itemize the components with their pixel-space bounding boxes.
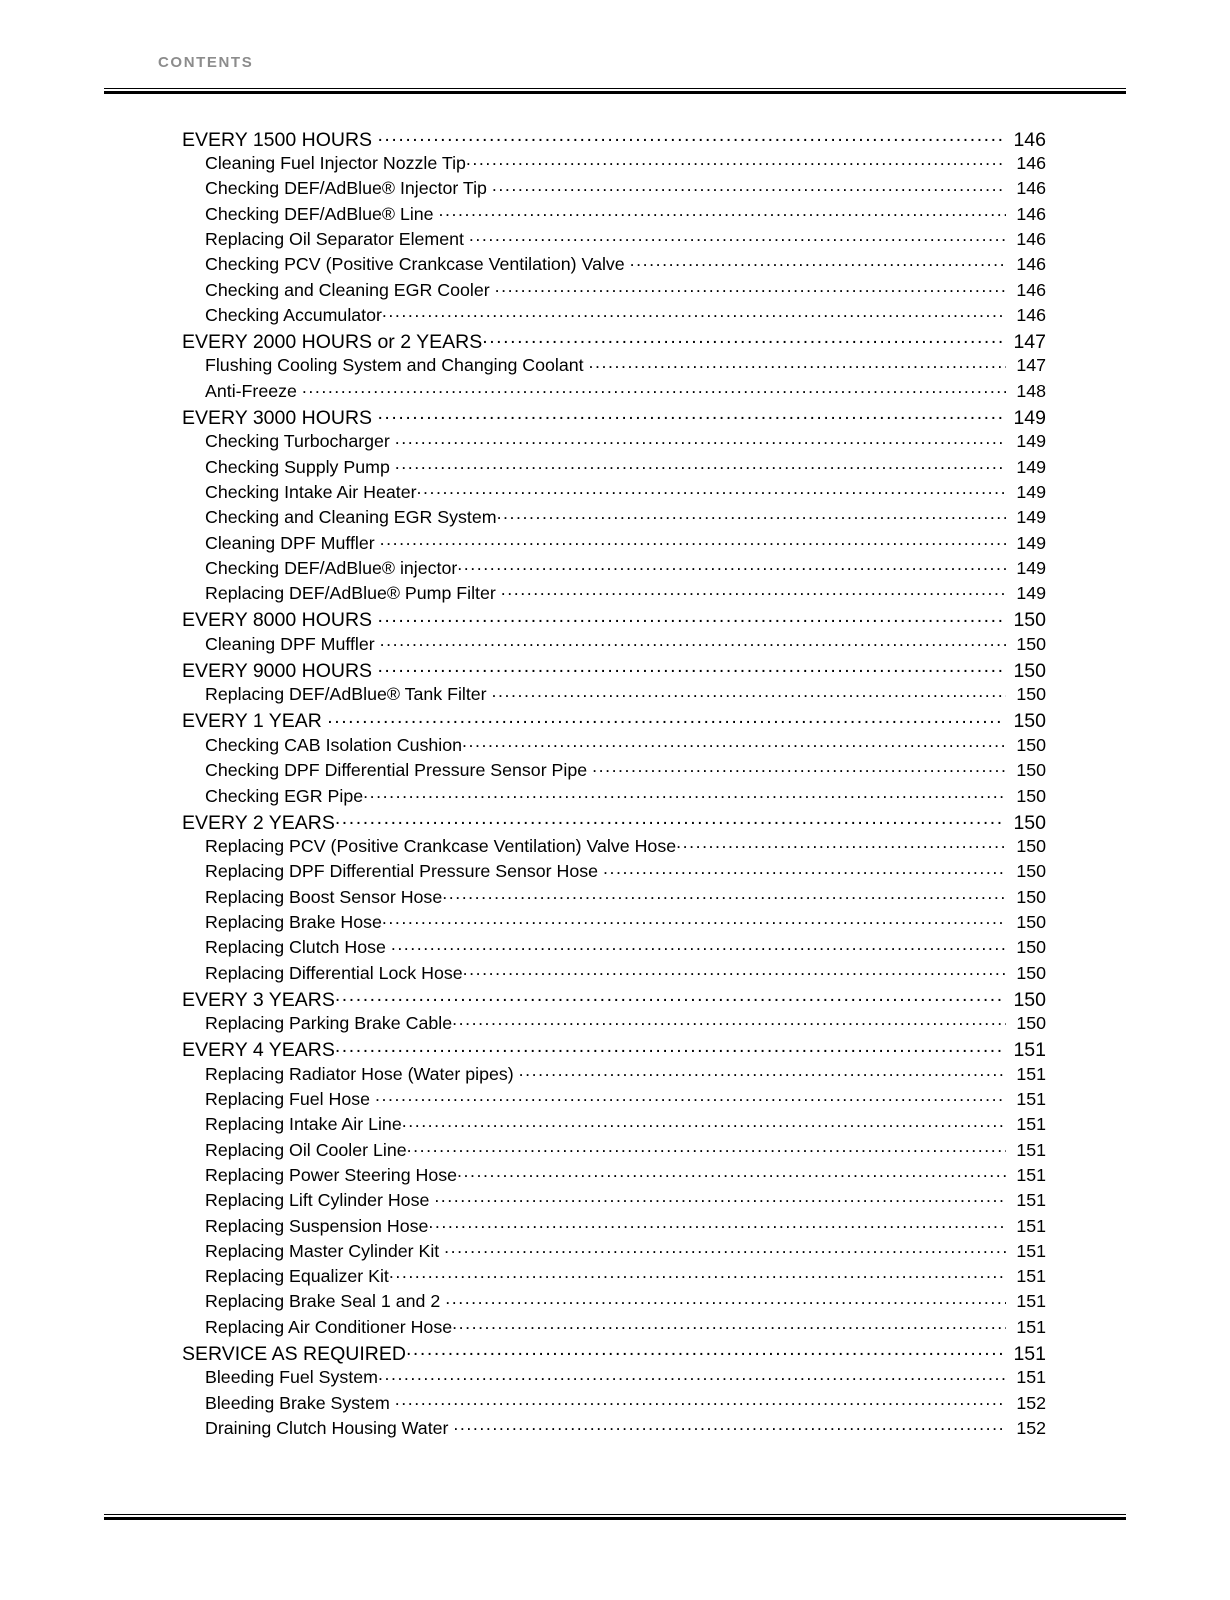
toc-entry-page-number: 146 [1016,203,1046,224]
toc-leader-dots [463,961,1006,979]
toc-entry-title: Checking CAB Isolation Cushion [205,734,462,755]
toc-entry-page-number: 150 [1016,836,1046,857]
toc-sub-entry[interactable] [205,1264,1046,1289]
toc-entry-page-number: 150 [1016,962,1046,983]
toc-entry-title: Cleaning Fuel Injector Nozzle Tip [205,153,466,174]
toc-leader-dots [603,860,1006,878]
toc-leader-dots [592,758,1006,776]
toc-entry-page-number: 150 [1013,609,1046,632]
toc-sub-entry[interactable] [205,505,1046,530]
toc-section-entry[interactable] [182,328,1046,353]
toc-sub-entry[interactable] [205,936,1046,961]
toc-sub-entry[interactable] [205,885,1046,910]
toc-sub-entry[interactable] [205,1239,1046,1264]
toc-entry-page-number: 151 [1016,1266,1046,1287]
toc-entry-title: EVERY 8000 HOURS [182,609,373,632]
toc-section-entry[interactable] [182,1037,1046,1062]
toc-leader-dots [395,1391,1006,1409]
toc-entry-title: Replacing DEF/AdBlue® Pump Filter [205,583,496,604]
toc-entry-title: Replacing DEF/AdBlue® Tank Filter [205,684,487,705]
toc-sub-entry[interactable] [205,455,1046,480]
toc-entry-title: Replacing Differential Lock Hose [205,962,463,983]
toc-leader-dots [466,151,1006,169]
toc-entry-page-number: 146 [1016,279,1046,300]
toc-leader-dots [382,910,1006,928]
toc-entry-page-number: 149 [1016,481,1046,502]
toc-leader-dots [482,328,1002,348]
toc-sub-entry[interactable] [205,278,1046,303]
toc-entry-title: EVERY 2 YEARS [182,811,335,834]
toc-entry-page-number: 151 [1016,1190,1046,1211]
toc-entry-title: EVERY 9000 HOURS [182,659,373,682]
toc-entry-page-number: 150 [1016,684,1046,705]
toc-leader-dots [302,379,1006,397]
toc-leader-dots [407,1138,1006,1156]
toc-entry-page-number: 151 [1013,1039,1046,1062]
toc-leader-dots [469,227,1006,245]
toc-leader-dots [442,885,1006,903]
toc-leader-dots [382,303,1006,321]
toc-leader-dots [327,708,1002,728]
toc-sub-entry[interactable] [205,1062,1046,1087]
toc-entry-page-number: 149 [1016,456,1046,477]
toc-sub-entry[interactable] [205,1315,1046,1340]
toc-entry-title: EVERY 3 YEARS [182,988,335,1011]
toc-section-entry[interactable] [182,809,1046,834]
toc-entry-title: Replacing Radiator Hose (Water pipes) [205,1063,514,1084]
toc-entry-title: Replacing Parking Brake Cable [205,1013,453,1034]
toc-entry-title: Replacing Oil Separator Element [205,228,464,249]
toc-sub-entry[interactable] [205,1113,1046,1138]
toc-leader-dots [452,1315,1006,1333]
toc-sub-entry[interactable] [205,834,1046,859]
toc-entry-page-number: 150 [1013,988,1046,1011]
toc-entry-title: Flushing Cooling System and Changing Coolant [205,355,584,376]
toc-entry-title: Replacing Oil Cooler Line [205,1139,407,1160]
toc-entry-title: Replacing PCV (Positive Crankcase Ventilation) Valve Hose [205,836,677,857]
toc-entry-title: Checking Intake Air Heater [205,481,417,502]
toc-sub-entry[interactable] [205,1290,1046,1315]
toc-leader-dots [589,354,1006,372]
toc-leader-dots [377,126,1002,146]
toc-sub-entry[interactable] [205,1188,1046,1213]
header-rule [104,88,1126,94]
toc-leader-dots [452,1011,1006,1029]
toc-entry-title: Checking DEF/AdBlue® Injector Tip [205,178,487,199]
toc-leader-dots [380,632,1006,650]
toc-entry-page-number: 149 [1016,507,1046,528]
toc-entry-page-number: 151 [1013,1342,1046,1365]
toc-entry-title: Checking EGR Pipe [205,785,364,806]
toc-sub-entry[interactable] [205,910,1046,935]
toc-sub-entry[interactable] [205,632,1046,657]
toc-entry-page-number: 150 [1016,937,1046,958]
toc-sub-entry[interactable] [205,1087,1046,1112]
toc-sub-entry[interactable] [205,227,1046,252]
toc-entry-page-number: 152 [1016,1417,1046,1438]
toc-entry-title: Checking DEF/AdBlue® Line [205,203,434,224]
toc-entry-page-number: 147 [1013,330,1046,353]
toc-entry-page-number: 149 [1016,431,1046,452]
toc-leader-dots [497,505,1006,523]
toc-entry-page-number: 151 [1016,1114,1046,1135]
toc-entry-page-number: 150 [1016,760,1046,781]
toc-entry-page-number: 146 [1013,128,1046,151]
toc-sub-entry[interactable] [205,683,1046,708]
toc-sub-entry[interactable] [205,1214,1046,1239]
toc-leader-dots [519,1062,1006,1080]
toc-entry-page-number: 146 [1016,153,1046,174]
toc-leader-dots [377,657,1002,677]
toc-entry-title: Replacing Master Cylinder Kit [205,1240,440,1261]
toc-sub-entry[interactable] [205,1366,1046,1391]
toc-entry-page-number: 150 [1013,811,1046,834]
toc-leader-dots [380,531,1006,549]
toc-leader-dots [389,1264,1006,1282]
toc-entry-page-number: 150 [1016,734,1046,755]
toc-leader-dots [428,1214,1006,1232]
toc-leader-dots [434,1188,1006,1206]
toc-entry-page-number: 150 [1016,1013,1046,1034]
toc-entry-title: Replacing Clutch Hose [205,937,386,958]
toc-entry-title: SERVICE AS REQUIRED [182,1342,406,1365]
toc-entry-title: Bleeding Fuel System [205,1367,378,1388]
toc-entry-title: Checking Accumulator [205,304,382,325]
toc-entry-page-number: 150 [1016,861,1046,882]
toc-sub-entry[interactable] [205,531,1046,556]
toc-entry-page-number: 146 [1016,178,1046,199]
toc-entry-page-number: 146 [1016,228,1046,249]
header-rule-thick [104,91,1126,94]
toc-sub-entry[interactable] [205,733,1046,758]
toc-entry-title: EVERY 2000 HOURS or 2 YEARS [182,330,483,353]
toc-leader-dots [439,202,1006,220]
toc-entry-title: Draining Clutch Housing Water [205,1417,449,1438]
toc-entry-page-number: 151 [1016,1291,1046,1312]
toc-leader-dots [335,809,1002,829]
toc-sub-entry[interactable] [205,303,1046,328]
toc-entry-page-number: 146 [1016,254,1046,275]
toc-entry-page-number: 150 [1016,633,1046,654]
toc-leader-dots [395,430,1006,448]
toc-sub-entry[interactable] [205,1138,1046,1163]
toc-entry-title: Replacing Boost Sensor Hose [205,886,443,907]
toc-leader-dots [492,683,1006,701]
table-of-contents [182,126,1046,1441]
toc-leader-dots [391,936,1006,954]
toc-sub-entry[interactable] [205,202,1046,227]
toc-leader-dots [457,1163,1006,1181]
toc-sub-entry[interactable] [205,1391,1046,1416]
toc-entry-page-number: 151 [1016,1215,1046,1236]
toc-entry-page-number: 149 [1016,557,1046,578]
toc-leader-dots [406,1340,1002,1360]
toc-leader-dots [495,278,1006,296]
footer-rule-thick [104,1517,1126,1520]
toc-section-entry[interactable] [182,126,1046,151]
toc-leader-dots [444,1239,1006,1257]
toc-entry-title: Replacing Suspension Hose [205,1215,429,1236]
toc-entry-title: Replacing Brake Hose [205,912,382,932]
toc-leader-dots [462,733,1006,751]
toc-section-entry[interactable] [182,404,1046,429]
toc-entry-page-number: 149 [1016,532,1046,553]
toc-entry-title: EVERY 1 YEAR [182,710,322,733]
toc-entry-page-number: 151 [1016,1164,1046,1185]
toc-sub-entry[interactable] [205,556,1046,581]
toc-leader-dots [453,1416,1006,1434]
toc-leader-dots [378,1366,1006,1384]
toc-sub-entry[interactable] [205,581,1046,606]
toc-leader-dots [335,1037,1002,1057]
toc-entry-page-number: 150 [1016,912,1046,932]
toc-entry-title: Replacing Brake Seal 1 and 2 [205,1291,441,1312]
toc-entry-title: Replacing DPF Differential Pressure Sensor Hose [205,861,599,882]
toc-section-entry[interactable] [182,607,1046,632]
toc-entry-title: Checking DEF/AdBlue® injector [205,557,458,578]
toc-leader-dots [377,404,1002,424]
toc-section-entry[interactable] [182,986,1046,1011]
toc-sub-entry[interactable] [205,758,1046,783]
toc-leader-dots [375,1087,1006,1105]
toc-entry-page-number: 151 [1016,1316,1046,1337]
toc-leader-dots [402,1113,1006,1131]
toc-entry-title: Replacing Equalizer Kit [205,1266,389,1287]
toc-entry-page-number: 151 [1016,1367,1046,1388]
toc-entry-title: Checking PCV (Positive Crankcase Ventilation) Valve [205,254,625,275]
toc-sub-entry[interactable] [205,177,1046,202]
toc-sub-entry[interactable] [205,961,1046,986]
toc-entry-title: Checking and Cleaning EGR System [205,507,497,528]
toc-section-entry[interactable] [182,1340,1046,1365]
toc-leader-dots [445,1290,1006,1308]
toc-sub-entry[interactable] [205,354,1046,379]
toc-sub-entry[interactable] [205,151,1046,176]
toc-leader-dots [335,986,1002,1006]
toc-sub-entry[interactable] [205,379,1046,404]
toc-entry-page-number: 151 [1016,1139,1046,1160]
toc-entry-page-number: 150 [1013,710,1046,733]
toc-entry-page-number: 149 [1013,406,1046,429]
toc-entry-page-number: 150 [1013,659,1046,682]
toc-entry-page-number: 151 [1016,1063,1046,1084]
toc-sub-entry[interactable] [205,480,1046,505]
toc-entry-page-number: 152 [1016,1392,1046,1413]
toc-sub-entry[interactable] [205,1416,1046,1441]
toc-entry-title: Checking Supply Pump [205,456,390,477]
toc-entry-title: Checking and Cleaning EGR Cooler [205,279,490,300]
toc-sub-entry[interactable] [205,860,1046,885]
toc-sub-entry[interactable] [205,252,1046,277]
toc-entry-page-number: 150 [1016,886,1046,907]
running-head-contents: CONTENTS [158,54,254,71]
toc-entry-page-number: 151 [1016,1240,1046,1261]
toc-leader-dots [676,834,1006,852]
toc-entry-page-number: 147 [1016,355,1046,376]
toc-entry-title: Replacing Power Steering Hose [205,1164,458,1185]
toc-entry-page-number: 146 [1016,304,1046,325]
toc-sub-entry[interactable] [205,430,1046,455]
toc-sub-entry[interactable] [205,1011,1046,1036]
toc-entry-title: Checking Turbocharger [205,431,390,452]
toc-leader-dots [377,607,1002,627]
toc-entry-title: EVERY 4 YEARS [182,1039,335,1062]
toc-section-entry[interactable] [182,708,1046,733]
toc-entry-title: Replacing Intake Air Line [205,1114,402,1135]
toc-section-entry[interactable] [182,657,1046,682]
toc-entry-page-number: 151 [1016,1089,1046,1110]
toc-leader-dots [417,480,1006,498]
toc-entry-page-number: 149 [1016,583,1046,604]
toc-entry-title: EVERY 1500 HOURS [182,128,373,151]
footer-rule [104,1514,1126,1520]
toc-leader-dots [457,556,1006,574]
toc-entry-title: Replacing Air Conditioner Hose [205,1316,453,1337]
toc-entry-page-number: 150 [1016,785,1046,806]
toc-entry-title: Cleaning DPF Muffler [205,532,375,553]
toc-entry-title: Cleaning DPF Muffler [205,633,375,654]
toc-entry-title: Bleeding Brake System [205,1392,390,1413]
toc-leader-dots [630,252,1006,270]
toc-entry-page-number: 148 [1016,380,1046,401]
toc-leader-dots [363,784,1006,802]
toc-entry-title: Checking DPF Differential Pressure Sensor Pipe [205,760,588,781]
toc-entry-title: Replacing Lift Cylinder Hose [205,1190,430,1211]
toc-sub-entry[interactable] [205,784,1046,809]
toc-leader-dots [501,581,1006,599]
toc-leader-dots [395,455,1006,473]
toc-entry-title: Anti-Freeze [205,380,297,401]
toc-leader-dots [492,177,1006,195]
toc-sub-entry[interactable] [205,1163,1046,1188]
toc-entry-title: Replacing Fuel Hose [205,1089,371,1110]
toc-entry-title: EVERY 3000 HOURS [182,406,373,429]
